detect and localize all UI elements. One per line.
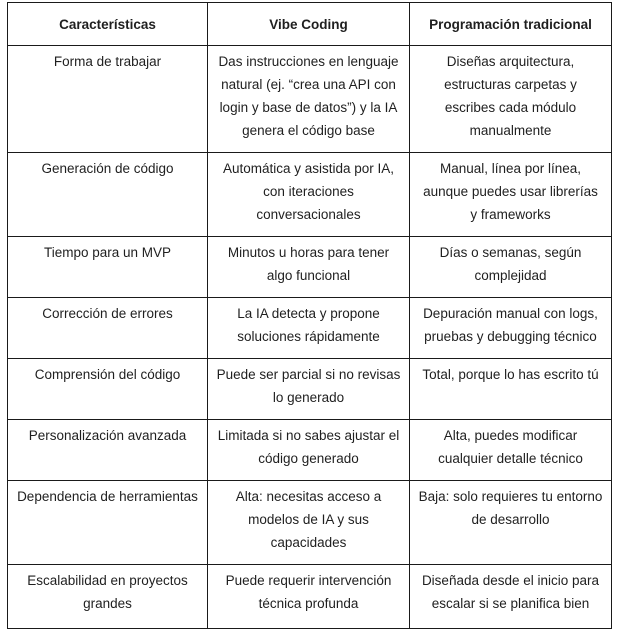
- table-row: [8, 46, 612, 153]
- row-characteristic: Corrección de errores: [8, 298, 208, 359]
- row-vibe-coding: Puede requerir intervención técnica profunda: [208, 565, 410, 629]
- header-traditional-programming: Programación tradicional: [410, 3, 612, 46]
- table-row: [8, 298, 612, 359]
- table-row: [8, 481, 612, 565]
- row-traditional: Manual, línea por línea, aunque puedes usar librerías y frameworks: [410, 153, 612, 237]
- row-characteristic: Comprensión del código: [8, 359, 208, 420]
- row-traditional: Diseñas arquitectura, estructuras carpetas y escribes cada módulo manualmente: [410, 46, 612, 153]
- row-vibe-coding: Automática y asistida por IA, con iteraciones conversacionales: [208, 153, 410, 237]
- row-vibe-coding: Das instrucciones en lenguaje natural (ej. “crea una API con login y base de datos”) y la IA genera el código base: [208, 46, 410, 153]
- row-characteristic: Escalabilidad en proyectos grandes: [8, 565, 208, 629]
- comparison-table: [7, 2, 612, 629]
- row-vibe-coding: Alta: necesitas acceso a modelos de IA y sus capacidades: [208, 481, 410, 565]
- row-vibe-coding: La IA detecta y propone soluciones rápidamente: [208, 298, 410, 359]
- row-traditional: Depuración manual con logs, pruebas y debugging técnico: [410, 298, 612, 359]
- row-characteristic: Forma de trabajar: [8, 46, 208, 153]
- row-vibe-coding: Limitada si no sabes ajustar el código generado: [208, 420, 410, 481]
- row-traditional: Baja: solo requieres tu entorno de desarrollo: [410, 481, 612, 565]
- table-row: [8, 153, 612, 237]
- table-row: [8, 237, 612, 298]
- header-vibe-coding: Vibe Coding: [208, 3, 410, 46]
- row-vibe-coding: Minutos u horas para tener algo funcional: [208, 237, 410, 298]
- table-row: [8, 359, 612, 420]
- row-traditional: Alta, puedes modificar cualquier detalle técnico: [410, 420, 612, 481]
- row-characteristic: Tiempo para un MVP: [8, 237, 208, 298]
- header-characteristics: Características: [8, 3, 208, 46]
- row-characteristic: Personalización avanzada: [8, 420, 208, 481]
- row-traditional: Total, porque lo has escrito tú: [410, 359, 612, 420]
- table-row: [8, 565, 612, 629]
- row-characteristic: Dependencia de herramientas: [8, 481, 208, 565]
- row-traditional: Días o semanas, según complejidad: [410, 237, 612, 298]
- header-row: [8, 3, 612, 46]
- row-traditional: Diseñada desde el inicio para escalar si se planifica bien: [410, 565, 612, 629]
- row-characteristic: Generación de código: [8, 153, 208, 237]
- row-vibe-coding: Puede ser parcial si no revisas lo generado: [208, 359, 410, 420]
- table-row: [8, 420, 612, 481]
